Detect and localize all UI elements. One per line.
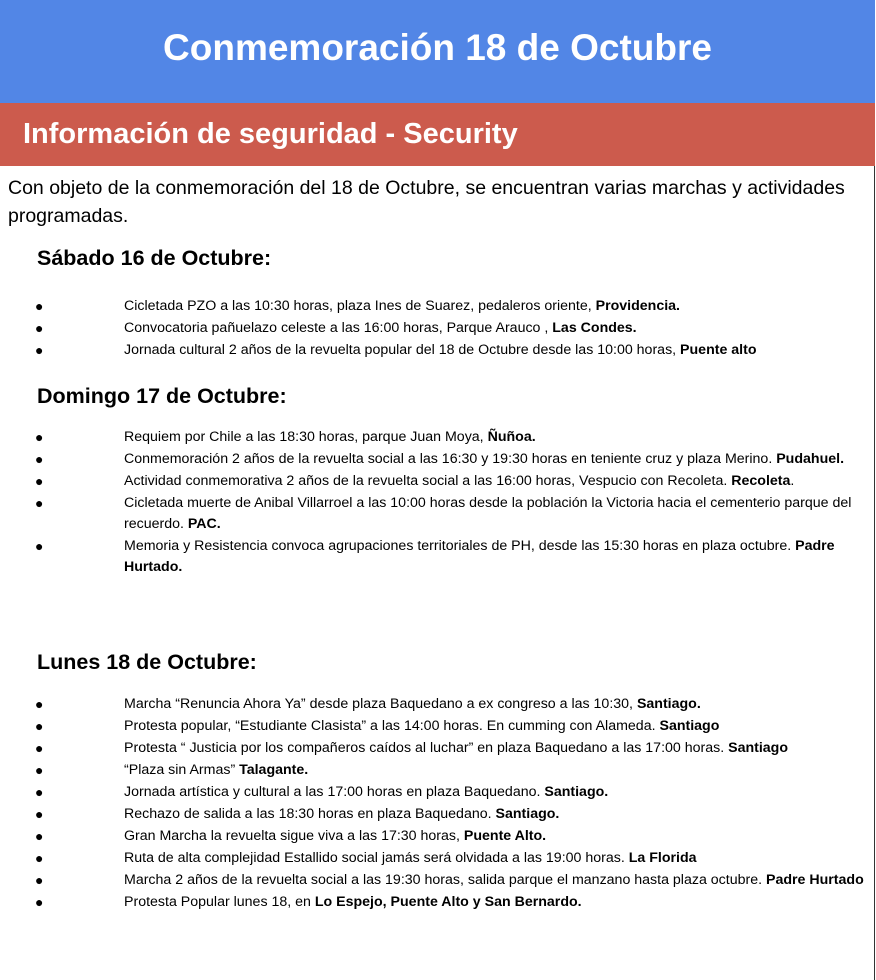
day-heading-sunday: Domingo 17 de Octubre: [37,384,287,408]
event-description: Gran Marcha la revuelta sigue viva a las 17:30 horas, [124,828,464,844]
event-item [0,493,876,535]
event-description: Convocatoria pañuelazo celeste a las 16:00 horas, Parque Arauco , [124,320,553,336]
event-location: Ñuñoa. [487,429,536,445]
event-item [0,782,876,803]
event-item [0,848,876,869]
event-location: Las Condes. [552,320,637,336]
event-description: Protesta popular, “Estudiante Clasista” a las 14:00 horas. En cumming con Alameda. [124,718,660,734]
event-description: Cicletada PZO a las 10:30 horas, plaza Ines de Suarez, pedaleros oriente, [124,298,596,314]
event-description: Jornada cultural 2 años de la revuelta popular del 18 de Octubre desde las 10:00 horas, [124,342,681,358]
event-location: Santiago. [495,806,560,822]
event-location: La Florida [628,850,697,866]
event-location: Puente Alto. [463,828,547,844]
bullet-icon: ● [35,429,44,445]
event-location: Santiago. [636,696,701,712]
bullet-icon: ● [35,762,44,778]
event-item [0,340,876,361]
bullet-icon: ● [35,850,44,866]
event-list-monday [0,694,876,914]
bullet-icon: ● [35,784,44,800]
event-item [0,318,876,339]
bullet-icon: ● [35,473,44,489]
event-description: Actividad conmemorativa 2 años de la revuelta social a las 16:00 horas, Vespucio con Recoleta. [124,473,732,489]
event-item [0,427,876,448]
section-title: Información de seguridad - Security [23,118,518,150]
bullet-icon: ● [35,740,44,756]
event-location: Santiago [728,740,789,756]
event-item [0,694,876,715]
day-heading-saturday: Sábado 16 de Octubre: [37,246,272,270]
bullet-icon: ● [35,538,44,554]
event-description: Marcha “Renuncia Ahora Ya” desde plaza Baquedano a ex congreso a las 10:30, [124,696,637,712]
title-banner [0,0,875,103]
event-item [0,296,876,317]
event-location: Lo Espejo, Puente Alto y San Bernardo. [314,894,582,910]
event-item [0,870,876,891]
event-list-saturday [0,296,876,362]
event-item [0,826,876,847]
event-description: “Plaza sin Armas” [124,762,240,778]
event-description: Marcha 2 años de la revuelta social a las 19:30 horas, salida parque el manzano hasta plaza octubre. [124,872,766,888]
event-location: Santiago [659,718,720,734]
event-item [0,449,876,470]
event-description: Cicletada muerte de Anibal Villarroel a las 10:00 horas desde la población la Victoria hacia el cementerio parque del recuerdo. [124,495,852,532]
intro-paragraph: Con objeto de la conmemoración del 18 de Octubre, se encuentran varias marchas y actividades programadas. [8,177,845,227]
event-description: Memoria y Resistencia convoca agrupaciones territoriales de PH, desde las 15:30 horas en plaza octubre. [124,538,796,554]
day-heading-monday: Lunes 18 de Octubre: [37,650,257,674]
event-location: Pudahuel. [776,451,845,467]
event-description: Rechazo de salida a las 18:30 horas en plaza Baquedano. [124,806,496,822]
event-description: Jornada artística y cultural a las 17:00 horas en plaza Baquedano. [124,784,545,800]
event-description: Conmemoración 2 años de la revuelta social a las 16:30 y 19:30 horas en teniente cruz y plaza Merino. [124,451,777,467]
event-description: Requiem por Chile a las 18:30 horas, parque Juan Moya, [124,429,488,445]
event-item [0,716,876,737]
event-description: Protesta “ Justicia por los compañeros caídos al luchar” en plaza Baquedano a las 17:00 horas. [124,740,729,756]
bullet-icon: ● [35,298,44,314]
event-location: Providencia. [595,298,680,314]
event-location: PAC. [187,516,221,532]
event-item [0,804,876,825]
bullet-icon: ● [35,696,44,712]
bullet-icon: ● [35,451,44,467]
event-item [0,892,876,913]
event-location: Recoleta [731,473,791,489]
bullet-icon: ● [35,806,44,822]
bullet-icon: ● [35,894,44,910]
event-location: Padre Hurtado. [124,538,835,575]
event-item [0,471,876,492]
bullet-icon: ● [35,342,44,358]
event-tail: . [790,473,795,489]
bullet-icon: ● [35,872,44,888]
event-item [0,738,876,759]
event-description: Protesta Popular lunes 18, en [124,894,315,910]
event-description: Ruta de alta complejidad Estallido social jamás será olvidada a las 19:00 horas. [124,850,629,866]
event-item [0,760,876,781]
bullet-icon: ● [35,718,44,734]
event-item [0,536,876,578]
event-location: Puente alto [680,342,757,358]
bullet-icon: ● [35,828,44,844]
bullet-icon: ● [35,320,44,336]
event-location: Talagante. [239,762,309,778]
event-location: Padre Hurtado [765,872,864,888]
bullet-icon: ● [35,495,44,511]
event-list-sunday [0,427,876,579]
event-location: Santiago. [544,784,609,800]
page-title: Conmemoración 18 de Octubre [163,26,712,68]
section-banner [0,103,875,166]
